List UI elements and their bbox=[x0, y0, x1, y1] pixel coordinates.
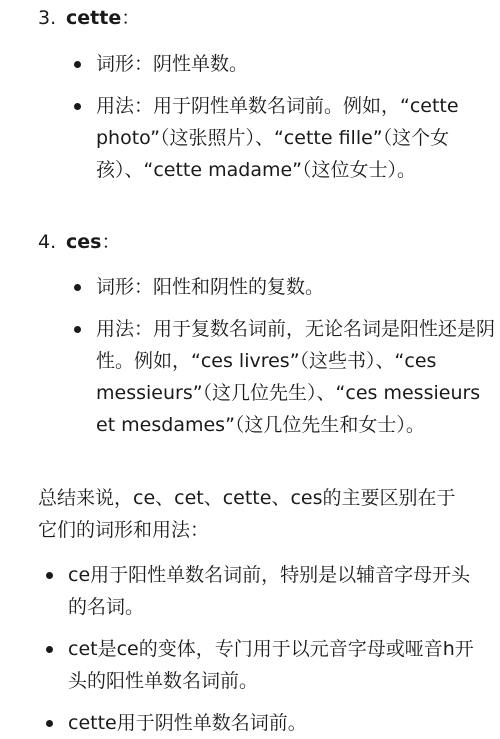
list-number: 4. bbox=[38, 231, 57, 253]
section-cette bbox=[38, 2, 140, 34]
list-item: 词形：阴性单数。 bbox=[38, 48, 496, 80]
heading-colon: ： bbox=[121, 7, 141, 29]
section-cette-list bbox=[38, 48, 496, 186]
heading-colon: ： bbox=[101, 231, 121, 253]
section-ces bbox=[38, 226, 120, 258]
list-item: cet是ce的变体，专门用于以元音字母或哑音h开头的阳性单数名词前。 bbox=[38, 633, 488, 697]
term-title: cette bbox=[66, 7, 122, 29]
section-heading bbox=[38, 2, 140, 34]
section-heading bbox=[38, 226, 120, 258]
list-item: 用法：用于复数名词前，无论名词是阳性还是阴性。例如，“ces livres”（这些书）、“ces messieurs”（这几位先生）、“ces messieurs et mesdames”（这几位先生和女士）。 bbox=[38, 313, 496, 441]
term-title: ces bbox=[66, 231, 102, 253]
summary-list bbox=[38, 559, 488, 739]
list-item: ce用于阳性单数名词前，特别是以辅音字母开头的名词。 bbox=[38, 559, 488, 623]
list-item: 词形：阳性和阴性的复数。 bbox=[38, 271, 496, 303]
list-item: 用法：用于阴性单数名词前。例如，“cette photo”（这张照片）、“cette fille”（这个女孩）、“cette madame”（这位女士）。 bbox=[38, 90, 496, 186]
list-item: cette用于阴性单数名词前。 bbox=[38, 707, 488, 739]
section-ces-list bbox=[38, 271, 496, 441]
summary-intro: 总结来说，ce、cet、cette、ces的主要区别在于它们的词形和用法： bbox=[38, 487, 456, 541]
list-number: 3. bbox=[38, 7, 57, 29]
